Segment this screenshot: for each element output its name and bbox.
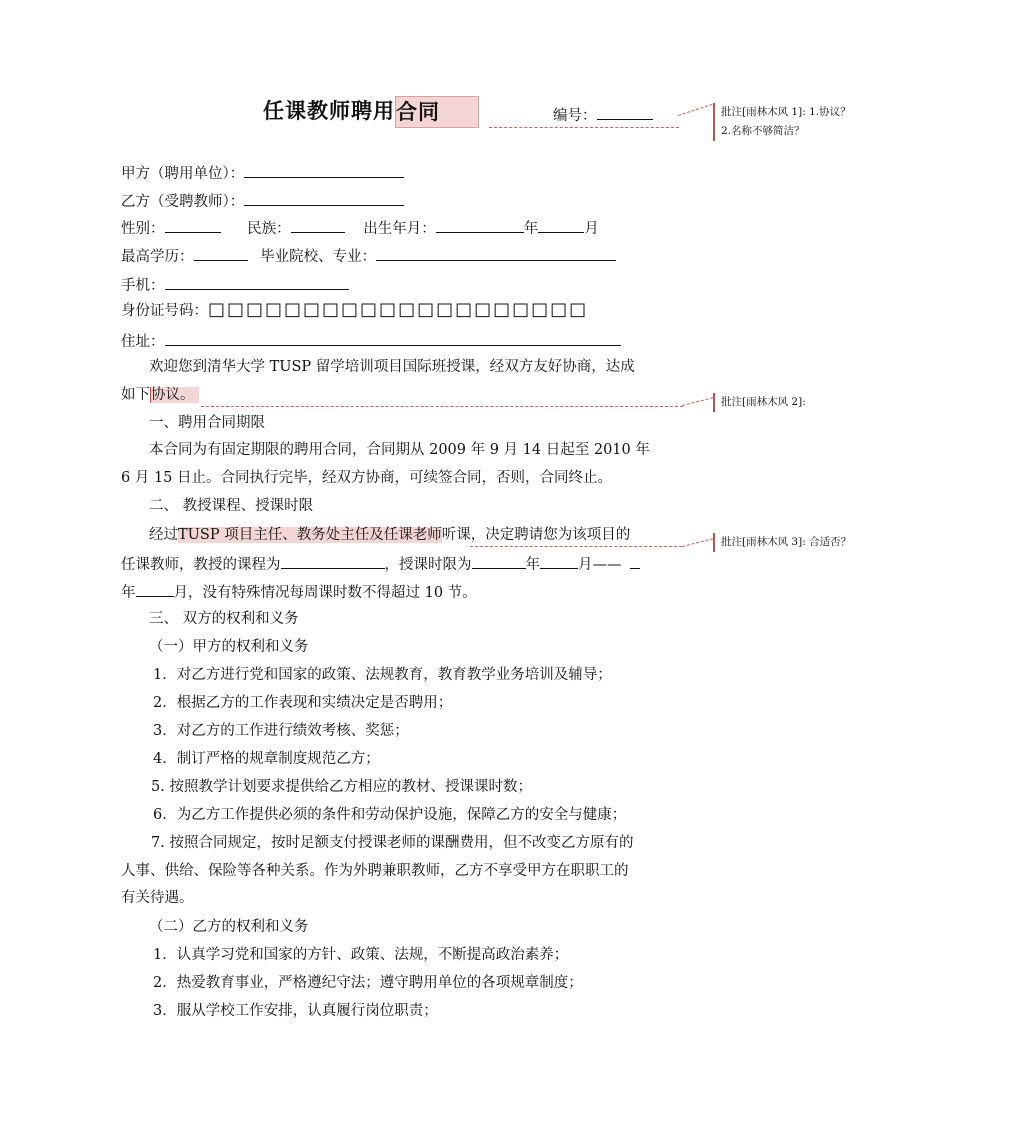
section3-heading: 三、 双方的权利和义务 — [149, 611, 299, 627]
party-b-item: 3．服从学校工作安排，认真履行岗位职责； — [153, 1003, 438, 1019]
blank-term-start-year[interactable] — [472, 553, 526, 569]
field-phone — [121, 274, 349, 296]
label-year: 年 — [523, 221, 539, 237]
blank-party-b[interactable] — [244, 190, 404, 206]
field-party-b — [121, 190, 404, 212]
comment-connector-2 — [201, 406, 683, 407]
blank-address[interactable] — [165, 330, 621, 346]
label-month: 月 — [584, 221, 599, 237]
label-party-b: 乙方（受聘教师）： — [121, 194, 245, 210]
party-a-item-7-line3: 有关待遇。 — [121, 890, 194, 906]
label-birth: 出生年月： — [363, 221, 436, 237]
label-phone: 手机： — [121, 278, 165, 294]
section2-para-line3 — [121, 581, 477, 603]
party-a-item: 4．制订严格的规章制度规范乙方； — [153, 751, 380, 767]
blank-ethnicity[interactable] — [291, 217, 345, 233]
blank-birth-month[interactable] — [538, 217, 584, 233]
serial-label: 编号： — [553, 108, 597, 124]
label-party-a: 甲方（聘用单位）： — [121, 166, 245, 182]
blank-course[interactable] — [281, 553, 385, 569]
party-a-item: 5. 按照教学计划要求提供给乙方相应的教材、授课课时数； — [151, 779, 532, 795]
section2-suffix: 听课，决定聘请您为该项目的 — [441, 527, 631, 543]
comment-2-line1: 批注[雨林木风 2]: — [721, 396, 806, 408]
id-card-boxes[interactable]: □□□□□□□□□□□□□□□□□□□□ — [208, 299, 589, 320]
section1-para-line2: 6 月 15 日止。合同执行完毕，经双方协商，可续签合同，否则，合同终止。 — [121, 470, 613, 486]
label-address: 住址： — [121, 334, 165, 350]
label-term: ，授课时限为 — [384, 557, 472, 573]
section2-limit-text: 月，没有特殊情况每周课时数不得超过 10 节。 — [173, 585, 477, 601]
intro-highlight-agreement[interactable]: 协议。 — [150, 387, 199, 403]
field-address — [121, 330, 621, 352]
blank-school[interactable] — [376, 245, 616, 261]
party-a-item: 6．为乙方工作提供必须的条件和劳动保护设施，保障乙方的安全与健康； — [153, 807, 627, 823]
title-part1: 任课教师聘用 — [263, 99, 395, 123]
party-a-item-7-line1: 7. 按照合同规定，按时足额支付授课老师的课酬费用，但不改变乙方原有的 — [151, 835, 634, 851]
label-gender: 性别： — [121, 221, 165, 237]
label-start-year: 年 — [525, 557, 540, 573]
blank-term-end-prefix[interactable] — [630, 553, 640, 569]
comment-connector-3 — [470, 546, 682, 547]
label-course: 任课教师，教授的课程为 — [121, 557, 281, 573]
blank-party-a[interactable] — [244, 162, 404, 178]
section3-sub1: （一）甲方的权利和义务 — [149, 639, 309, 655]
section2-para-line1 — [149, 525, 630, 545]
label-school: 毕业院校、专业： — [260, 249, 377, 265]
blank-phone[interactable] — [165, 274, 349, 290]
section2-heading: 二、 教授课程、授课时限 — [149, 498, 314, 514]
party-a-item: 1．对乙方进行党和国家的政策、法规教育，教育教学业务培训及辅导； — [153, 667, 612, 683]
comment-1[interactable] — [713, 103, 851, 141]
comment-connector-1-angle — [678, 104, 713, 116]
serial-number — [553, 104, 653, 125]
blank-birth-year[interactable] — [436, 217, 524, 233]
section2-prefix: 经过 — [149, 527, 178, 543]
comment-connector-2-angle — [682, 397, 713, 406]
label-id-card: 身份证号码： — [121, 303, 208, 319]
title-part2-highlighted[interactable]: 合同 — [395, 96, 479, 128]
comment-1-line1: 批注[雨林木风 1]: 1.协议？ — [721, 106, 851, 118]
field-education — [121, 245, 616, 267]
section3-sub2: （二）乙方的权利和义务 — [149, 919, 309, 935]
label-end-year: 年 — [121, 585, 136, 601]
section1-para-line1: 本合同为有固定期限的聘用合同，合同期从 2009 年 9 月 14 日起至 2010 年 — [149, 442, 650, 458]
party-b-item: 1．认真学习党和国家的方针、政策、法规，不断提高政治素养； — [153, 947, 569, 963]
comment-connector-1 — [489, 127, 679, 128]
intro-line1: 欢迎您到清华大学 TUSP 留学培训项目国际班授课，经双方友好协商，达成 — [149, 359, 635, 375]
blank-term-start-month[interactable] — [540, 553, 578, 569]
comment-1-line2: 2.名称不够简洁？ — [721, 125, 805, 137]
intro-line2-prefix: 如下 — [121, 387, 150, 403]
comment-connector-3-angle — [682, 538, 713, 547]
field-id-card — [121, 300, 588, 321]
intro-line2 — [121, 385, 199, 405]
section1-heading: 一、聘用合同期限 — [149, 415, 265, 431]
blank-term-end-month[interactable] — [136, 581, 174, 597]
section2-para-line2 — [121, 553, 640, 575]
comment-3[interactable] — [713, 533, 851, 552]
label-ethnicity: 民族： — [247, 221, 291, 237]
party-a-item: 3．对乙方的工作进行绩效考核、奖惩； — [153, 723, 409, 739]
field-party-a — [121, 162, 404, 184]
comment-2[interactable] — [713, 393, 806, 412]
section2-highlight-reviewers[interactable]: TUSP 项目主任、教务处主任及任课老师 — [178, 527, 442, 543]
label-start-month: 月—— — [578, 557, 622, 573]
field-personal-info — [121, 217, 599, 239]
comment-3-line1: 批注[雨林木风 3]: 合适否？ — [721, 536, 852, 548]
contract-title — [263, 96, 479, 128]
label-education: 最高学历： — [121, 249, 194, 265]
serial-blank[interactable] — [597, 104, 653, 120]
party-a-item-7-line2: 人事、供给、保险等各种关系。作为外聘兼职教师，乙方不享受甲方在职职工的 — [121, 863, 629, 879]
party-b-item: 2．热爱教育事业，严格遵纪守法；遵守聘用单位的各项规章制度； — [153, 975, 583, 991]
blank-education[interactable] — [194, 245, 248, 261]
blank-gender[interactable] — [165, 217, 221, 233]
party-a-item: 2．根据乙方的工作表现和实绩决定是否聘用； — [153, 695, 453, 711]
